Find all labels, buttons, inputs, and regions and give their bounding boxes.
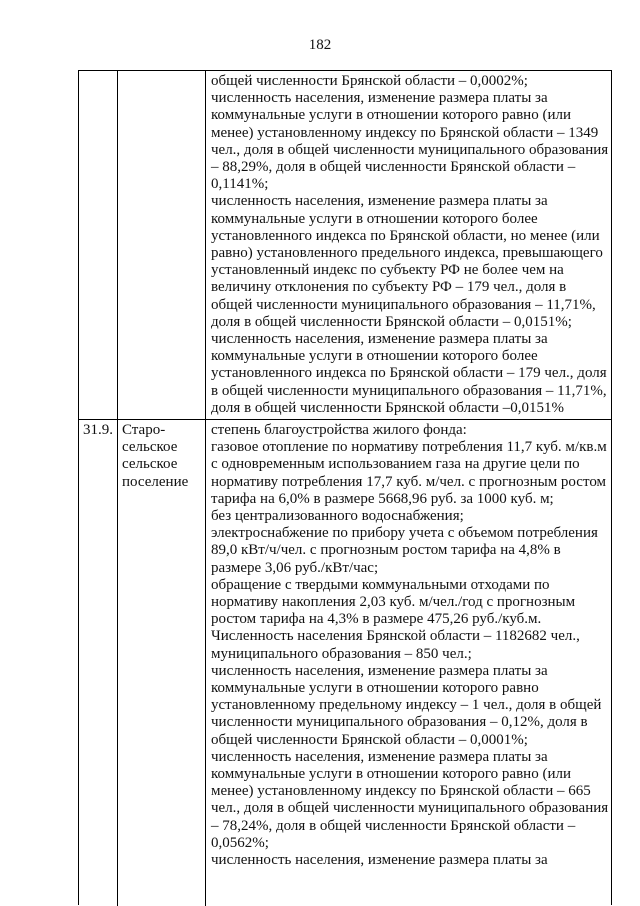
description-line: степень благоустройства жилого фонда:: [211, 422, 467, 438]
description-line: установленного индекса по Брянской области – 179 чел., доля: [211, 365, 607, 382]
column-divider: [205, 420, 206, 906]
description-line: тарифа на 6,0% в размере 5668,96 руб. за 1000 куб. м;: [211, 490, 554, 507]
description-line: чел., доля в общей численности муниципального образования: [211, 141, 609, 158]
table-row: [79, 70, 611, 420]
table-row: [79, 419, 611, 906]
description-line: установленный индекс по субъекту РФ не более чем на: [211, 262, 564, 279]
column-divider: [117, 420, 118, 906]
settlement-name-line: сельское: [122, 456, 178, 473]
description-line: коммунальные услуги в отношении которого равно: [211, 680, 539, 697]
description-line: муниципального образования – 850 чел.;: [211, 645, 472, 662]
description-line: 0,1141%;: [211, 176, 269, 193]
description-line: коммунальные услуги в отношении которого более: [211, 348, 538, 365]
description-line: коммунальные услуги в отношении которого равно (или: [211, 766, 571, 783]
description-line: газовое отопление по нормативу потребления 11,7 куб. м/кв.м: [211, 439, 607, 456]
description-line: 89,0 кВт/ч/чел. с прогнозным ростом тарифа на 4,8% в: [211, 542, 561, 559]
settlement-name-line: поселение: [122, 473, 189, 490]
description-line: величину отклонения по субъекту РФ – 179 чел., доля в: [211, 279, 567, 296]
description-line: в общей численности муниципального образования – 11,71%,: [211, 382, 607, 399]
description-line: нормативу накопления 2,03 куб. м/чел./год с прогнозным: [211, 594, 576, 611]
description-line: обращение с твердыми коммунальными отходами по: [211, 576, 550, 593]
description-line: – 78,24%, доля в общей численности Брянской области –: [211, 817, 576, 834]
description-line: численность населения, изменение размера платы за: [211, 662, 548, 679]
settlement-name-line: сельское: [122, 439, 178, 456]
description-line: коммунальные услуги в отношении которого более: [211, 210, 538, 227]
description-line: нормативу потребления 17,7 куб. м/чел. с прогнозным ростом: [211, 473, 607, 490]
description-line: доля в общей численности Брянской области – 0,0151%;: [211, 313, 572, 330]
description-line: менее) установленному индексу по Брянской области – 665: [211, 783, 591, 800]
settlement-name-cell: [122, 422, 202, 491]
description-cell: [211, 73, 609, 417]
row-number-cell: 31.9.: [83, 422, 113, 438]
page-number: 182: [308, 37, 332, 53]
column-divider: [117, 71, 118, 420]
description-line: численности муниципального образования – 0,12%, доля в: [211, 714, 588, 731]
description-line: электроснабжение по прибору учета с объемом потребления: [211, 525, 598, 542]
settlement-name-line: Старо-: [122, 422, 166, 438]
description-line: коммунальные услуги в отношении которого равно (или: [211, 107, 571, 124]
description-line: установленного индекса по Брянской области, но менее (или: [211, 227, 600, 244]
description-line: общей численности Брянской области – 0,0002%;: [211, 73, 528, 89]
description-line: 0,0562%;: [211, 834, 269, 851]
description-line: без централизованного водоснабжения;: [211, 508, 464, 525]
description-line: численность населения, изменение размера платы за: [211, 193, 548, 210]
description-line: численность населения, изменение размера платы за: [211, 852, 548, 869]
description-line: – 88,29%, доля в общей численности Брянской области –: [211, 159, 576, 176]
column-divider: [205, 71, 206, 420]
description-line: доля в общей численности Брянской области –0,0151%: [211, 399, 564, 416]
description-line: менее) установленному индексу по Брянской области – 1349: [211, 124, 599, 141]
description-line: с одновременным использованием газа на другие цели по: [211, 456, 580, 473]
document-table: [78, 70, 612, 905]
description-line: общей численности муниципального образования – 11,71%,: [211, 296, 596, 313]
description-cell: [211, 422, 609, 869]
description-line: размере 3,06 руб./кВт/час;: [211, 559, 379, 576]
description-line: равно) установленного предельного индекса, превышающего: [211, 245, 603, 262]
description-line: численность населения, изменение размера платы за: [211, 748, 548, 765]
description-line: численность населения, изменение размера платы за: [211, 331, 548, 348]
description-line: Численность населения Брянской области – 1182682 чел.,: [211, 628, 580, 645]
description-line: численность населения, изменение размера платы за: [211, 90, 548, 107]
description-line: ростом тарифа на 4,3% в размере 475,26 руб./куб.м.: [211, 611, 542, 628]
description-line: чел., доля в общей численности муниципального образования: [211, 800, 609, 817]
description-line: общей численности Брянской области – 0,0001%;: [211, 731, 528, 748]
description-line: установленному предельному индексу – 1 чел., доля в общей: [211, 697, 602, 714]
